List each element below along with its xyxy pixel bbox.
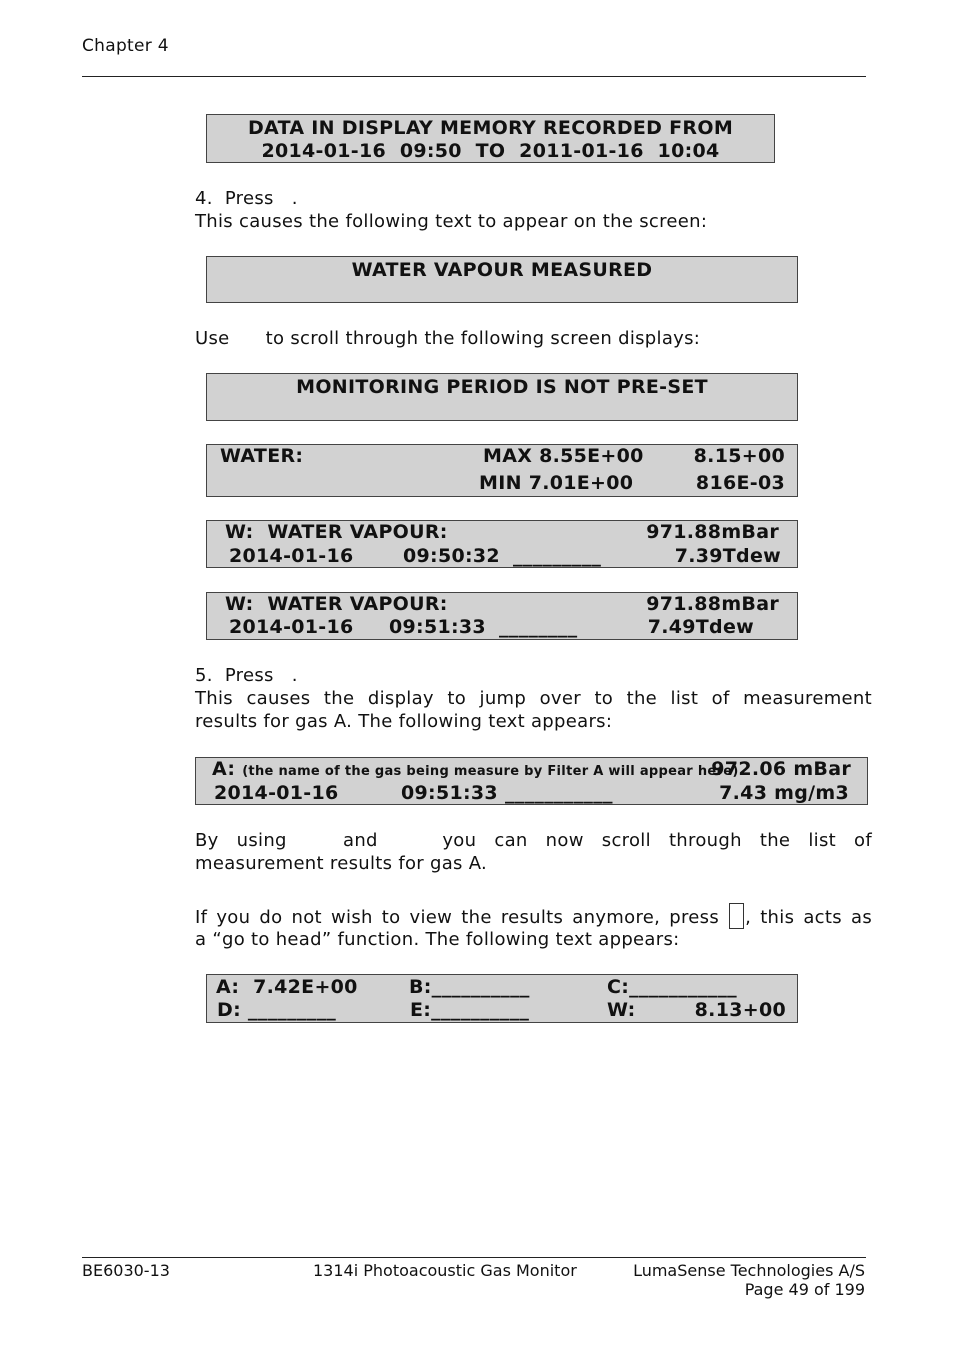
step4-line xyxy=(195,187,298,210)
step4-end: . xyxy=(291,188,298,209)
footer-company: LumaSense Technologies A/S xyxy=(633,1261,865,1280)
step4-number: 4. xyxy=(195,188,213,209)
water-vapour-measured-text: WATER VAPOUR MEASURED xyxy=(351,259,653,281)
reading2-blank: ________ xyxy=(499,616,578,638)
gas-a-prefix: A: xyxy=(212,758,236,780)
head-text-b: , this acts as xyxy=(745,907,872,928)
step5-line xyxy=(195,664,298,687)
water-vapour-measured-box xyxy=(206,256,798,303)
gas-a-pressure: 972.06 mBar xyxy=(711,758,851,780)
water-max-value: 8.15+00 xyxy=(693,445,785,467)
water-maxmin-box xyxy=(206,444,798,497)
scroll-instruction xyxy=(195,327,700,350)
gas-a-blank: ___________ xyxy=(505,782,613,804)
water-vapour-reading-2 xyxy=(206,592,798,640)
use-label: Use xyxy=(195,328,230,349)
summary-c: C:___________ xyxy=(607,976,737,998)
water-label: WATER: xyxy=(220,445,304,467)
water-max: MAX 8.55E+00 xyxy=(483,445,644,467)
summary-box xyxy=(206,974,798,1023)
reading1-time: 09:50:32 xyxy=(403,545,500,567)
scroll-and: and xyxy=(343,830,378,851)
head-paragraph-line1 xyxy=(195,903,872,929)
reading1-date: 2014-01-16 xyxy=(229,545,354,567)
footer-page-number: Page 49 of 199 xyxy=(744,1280,865,1299)
step5-press-label: Press xyxy=(224,665,274,686)
step4-description: This causes the following text to appear on the screen: xyxy=(195,211,708,232)
reading2-dew: 7.49Tdew xyxy=(647,616,754,638)
gas-a-note: (the name of the gas being measure by Filter A will appear here) xyxy=(242,764,739,779)
summary-b: B:__________ xyxy=(409,976,530,998)
scroll-paragraph-line2: measurement results for gas A. xyxy=(195,853,488,874)
reading2-title: W: WATER VAPOUR: xyxy=(225,593,448,615)
head-key-button[interactable] xyxy=(729,903,744,929)
summary-a: A: 7.42E+00 xyxy=(216,976,358,998)
scroll-rest: you can now scroll through the list of xyxy=(442,830,872,851)
display-memory-line1: DATA IN DISPLAY MEMORY RECORDED FROM xyxy=(247,117,734,139)
gas-a-date: 2014-01-16 xyxy=(214,782,339,804)
step5-description-line2: results for gas A. The following text appears: xyxy=(195,711,613,732)
summary-w: W: xyxy=(607,999,636,1021)
summary-w-value: 8.13+00 xyxy=(694,999,786,1021)
scroll-by-using: By using xyxy=(195,830,287,851)
step4-press-label: Press xyxy=(224,188,274,209)
header-rule xyxy=(82,76,866,77)
footer-rule xyxy=(82,1257,866,1258)
head-text-a: If you do not wish to view the results anymore, press xyxy=(195,907,719,928)
reading1-pressure: 971.88mBar xyxy=(646,521,779,543)
reading2-pressure: 971.88mBar xyxy=(646,593,779,615)
summary-d: D: _________ xyxy=(217,999,337,1021)
gas-a-concentration: 7.43 mg/m3 xyxy=(719,782,849,804)
head-paragraph-line2: a “go to head” function. The following text appears: xyxy=(195,929,680,950)
monitoring-period-text: MONITORING PERIOD IS NOT PRE-SET xyxy=(296,376,708,398)
water-min-value: 816E-03 xyxy=(695,472,785,494)
gas-a-time: 09:51:33 xyxy=(401,782,498,804)
water-min: MIN 7.01E+00 xyxy=(479,472,634,494)
footer-product: 1314i Photoacoustic Gas Monitor xyxy=(313,1261,577,1280)
display-memory-line2: 2014-01-16 09:50 TO 2011-01-16 10:04 xyxy=(261,140,720,162)
gas-a-result-box xyxy=(195,757,868,805)
monitoring-period-box xyxy=(206,373,798,421)
step5-description-line1: This causes the display to jump over to the list of measurement xyxy=(195,688,872,709)
reading1-dew: 7.39Tdew xyxy=(674,545,781,567)
step5-end: . xyxy=(291,665,298,686)
reading2-time: 09:51:33 xyxy=(389,616,486,638)
display-memory-box xyxy=(206,114,775,163)
reading1-blank: _________ xyxy=(513,545,602,567)
summary-e: E:__________ xyxy=(410,999,530,1021)
reading1-title: W: WATER VAPOUR: xyxy=(225,521,448,543)
step5-number: 5. xyxy=(195,665,213,686)
chapter-heading: Chapter 4 xyxy=(82,36,169,56)
footer-doc-id: BE6030-13 xyxy=(82,1261,170,1280)
water-vapour-reading-1 xyxy=(206,520,798,568)
reading2-date: 2014-01-16 xyxy=(229,616,354,638)
gas-a-header xyxy=(212,758,739,780)
use-rest: to scroll through the following screen displays: xyxy=(265,328,701,349)
